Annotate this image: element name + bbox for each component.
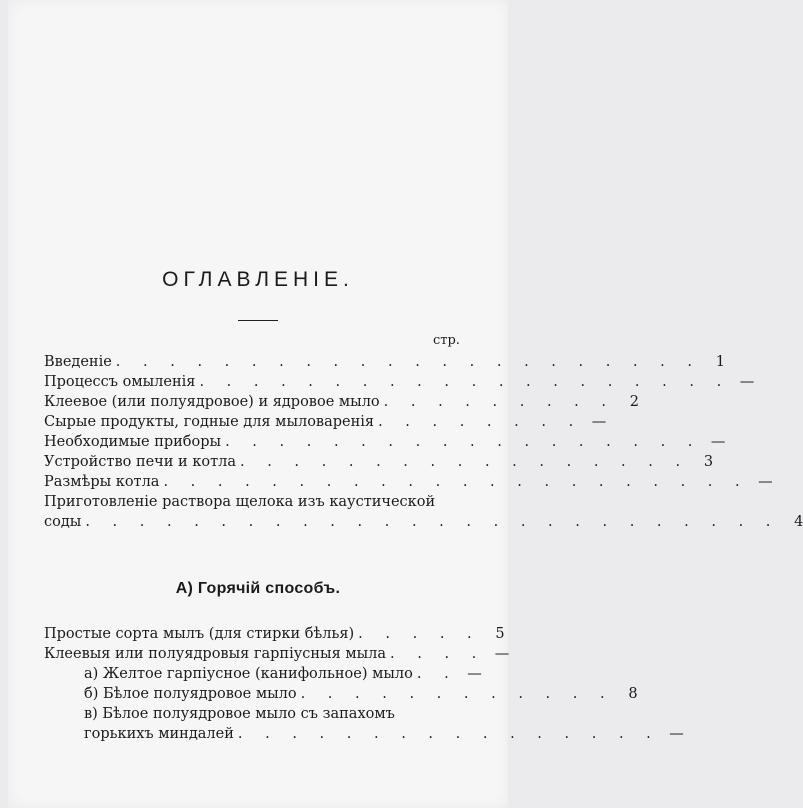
title-divider xyxy=(238,320,278,321)
toc-entry-label: Устройство печи и котла xyxy=(44,454,236,470)
toc-entry-page: 1 xyxy=(715,354,725,370)
toc-entry-label-continuation: горькихъ миндалей xyxy=(84,726,234,742)
toc-entry-page: — xyxy=(591,414,607,430)
toc-entry-label: Приготовленiе раствора щелока изъ каустической xyxy=(44,494,436,510)
toc-entry-page: 4 xyxy=(794,514,803,530)
leader-dots: . . . . . . . . . . . . . . . . . xyxy=(240,454,690,470)
leader-dots: . . . . . . . . . . . . . . . . . . . . xyxy=(199,374,731,390)
leader-dots: . . . . . . . . . xyxy=(383,394,616,410)
toc-entry-label: а) Желтое гарпiусное (канифольное) мыло xyxy=(84,666,413,682)
leader-dots: . . . . . . . . . . . . . . . . . . . . . . xyxy=(115,354,701,370)
toc-entry-label-continuation: соды xyxy=(44,514,82,530)
toc-entry xyxy=(44,452,714,472)
toc-entry-label: Введенiе xyxy=(44,354,112,370)
toc-subentry xyxy=(84,664,482,684)
toc-entry-first-line xyxy=(44,492,471,512)
toc-entry-page: — xyxy=(758,474,773,490)
toc-subentry-first-line xyxy=(84,704,471,724)
toc-entry xyxy=(44,352,725,372)
book-page xyxy=(8,0,803,808)
toc-entry-page: 3 xyxy=(703,454,714,470)
leader-dots: . . . . . . . . xyxy=(378,414,583,430)
leader-dots: . . . . . . . . . . . . . . . . . . . . . . xyxy=(163,474,749,490)
toc-entry-page: — xyxy=(710,434,726,450)
toc-entry-label: б) Бѣлое полуядровое мыло xyxy=(84,686,297,702)
toc-entry-page: 2 xyxy=(629,394,640,410)
leader-dots: . . . . . . . . . . . . xyxy=(300,686,614,702)
toc-entry-label: Клеевыя или полуядровыя гарпiусныя мыла xyxy=(44,646,387,662)
toc-entry xyxy=(44,372,755,392)
toc-entry-page: — xyxy=(494,646,510,662)
toc-entry-label: Размѣры котла xyxy=(44,474,160,490)
toc-entry xyxy=(44,624,505,644)
leader-dots: . . . . . . . . . . . . . . . . . . . . . . . . . . xyxy=(85,514,780,530)
toc-entry-page: — xyxy=(739,374,755,390)
toc-entry-label: Процессъ омыленiя xyxy=(44,374,196,390)
toc-entry-label: Простые сорта мылъ (для стирки бѣлья) xyxy=(44,626,355,642)
toc-entry-label: Сырые продукты, годные для мыловаренiя xyxy=(44,414,375,430)
toc-entry-page: 8 xyxy=(628,686,638,702)
toc-entry-label: Клеевое (или полуядровое) и ядровое мыло xyxy=(44,394,380,410)
page-column-header: стр. xyxy=(433,333,460,348)
toc-entry-page: — xyxy=(467,666,482,682)
toc-entry-label: Необходимые приборы xyxy=(44,434,222,450)
leader-dots: . . xyxy=(416,666,458,682)
leader-dots: . . . . xyxy=(390,646,486,662)
toc-entry xyxy=(44,392,640,412)
toc-entry-label: в) Бѣлое полуядровое мыло съ запахомъ xyxy=(84,706,395,722)
toc-entry xyxy=(44,432,726,452)
toc-entry xyxy=(44,512,803,532)
toc-entry xyxy=(44,644,510,664)
toc-subentry xyxy=(84,724,684,744)
section-heading: А) Горячiй способъ. xyxy=(175,580,341,597)
toc-subentry xyxy=(84,684,638,704)
toc-entry xyxy=(44,472,773,492)
leader-dots: . . . . . . . . . . . . . . . . xyxy=(237,726,660,742)
leader-dots: . . . . . . . . . . . . . . . . . . xyxy=(225,434,702,450)
toc-entry xyxy=(44,412,607,432)
toc-entry-page: — xyxy=(669,726,684,742)
page-title: ОГЛАВЛЕНIЕ. xyxy=(162,268,354,291)
toc-entry-page: 5 xyxy=(495,626,505,642)
leader-dots: . . . . . xyxy=(358,626,481,642)
